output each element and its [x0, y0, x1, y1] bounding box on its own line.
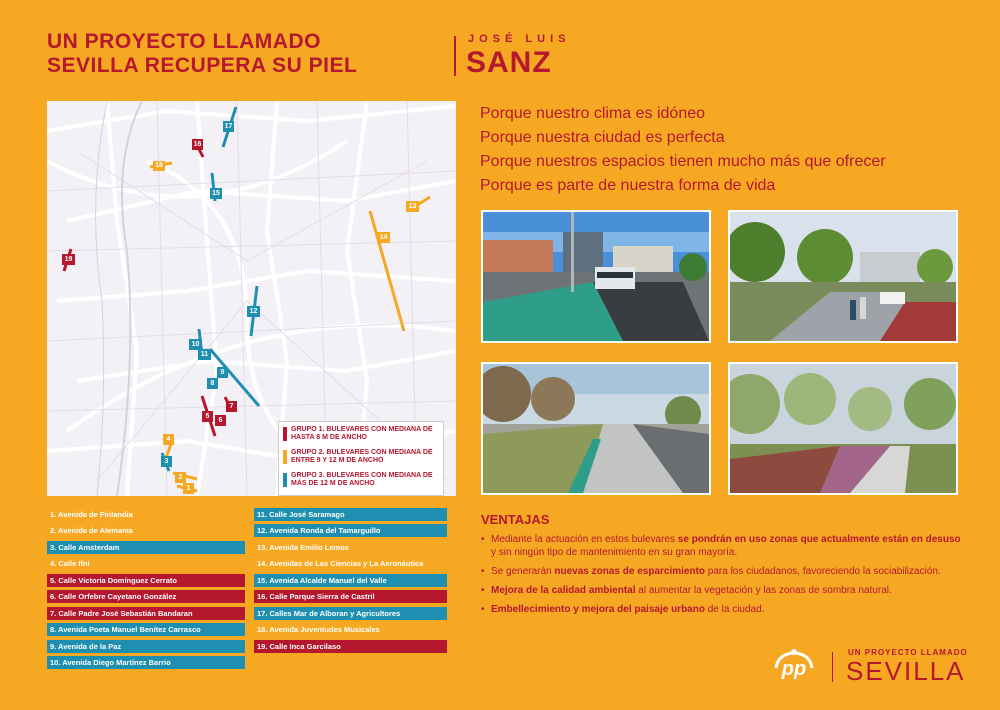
pp-logo — [770, 648, 818, 686]
street-item-19: 19. Calle Inca Garcilaso — [254, 640, 447, 653]
reason-1: Porque nuestro clima es idóneo — [480, 105, 706, 122]
title-line-1: UN PROYECTO LLAMADO — [47, 30, 321, 53]
street-item-6: 6. Calle Orfebre Cayetano González — [47, 590, 245, 603]
legend-swatch-red — [283, 427, 287, 441]
legend-swatch-blue — [283, 473, 287, 487]
author-last-name: SANZ — [466, 46, 552, 79]
ventajas-section — [481, 512, 961, 622]
street-item-7: 7. Calle Padre José Sebastián Bandaran — [47, 607, 245, 620]
map-marker-17: 17 — [224, 123, 233, 130]
map-legend — [278, 421, 444, 496]
project-title — [47, 30, 357, 78]
boulevard-list — [47, 508, 447, 673]
map-marker-10: 10 — [189, 339, 202, 350]
map-marker-12: 12 — [247, 306, 260, 317]
footer-sevilla-logo: SEVILLA — [846, 656, 966, 686]
photo-avenue-current — [481, 362, 711, 495]
street-item-14: 14. Avenidas de Las Ciencias y La Aeronáutica — [254, 557, 447, 570]
ventaja-2-text-a: Se generarán — [491, 566, 555, 577]
legend-label-group-1: GRUPO 1. BULEVARES CON MEDIANA DE HASTA 8 M DE ANCHO — [291, 426, 433, 441]
ventaja-1-text-c: y sin ningún tipo de mantenimiento en su gran mayoría. — [491, 547, 738, 558]
photo-park-boulevard — [728, 210, 958, 343]
street-item-18: 18. Avenida Juventudes Musicales — [254, 623, 447, 636]
ventaja-3-highlight: Mejora de la calidad ambiental — [491, 585, 636, 596]
street-item-4: 4. Calle Ifni — [47, 557, 245, 570]
map-marker-19: 19 — [62, 254, 75, 265]
street-item-3: 3. Calle Amsterdam — [47, 541, 245, 554]
map-marker-18: 18 — [153, 161, 165, 171]
photo-tram-boulevard — [481, 210, 711, 343]
ventaja-3 — [481, 584, 961, 597]
footer-divider — [832, 652, 833, 682]
ventaja-1-text-a: Mediante la actuación en estos bulevares — [491, 534, 678, 545]
map-marker-3: 3 — [161, 456, 172, 467]
street-item-10: 10. Avenida Diego Martínez Barrio — [47, 656, 245, 669]
ventajas-title: VENTAJAS — [481, 512, 550, 527]
ventaja-2-highlight: nuevas zonas de esparcimiento — [554, 566, 706, 577]
street-item-13: 13. Avenida Emilio Lemos — [254, 541, 447, 554]
street-item-1: 1. Avenida de Finlandia — [47, 508, 245, 521]
photo-avenue-proposal — [728, 362, 958, 495]
author-first-name: JOSÉ LUIS — [468, 33, 571, 45]
ventaja-2-text-c: para los ciudadanos, favoreciendo la sociabilización. — [705, 566, 941, 577]
map-marker-13: 13 — [406, 201, 419, 212]
map-marker-11: 11 — [198, 349, 211, 360]
street-item-11: 11. Calle José Saramago — [254, 508, 447, 521]
map-marker-7: 7 — [226, 401, 237, 412]
header-divider — [454, 36, 456, 76]
map-marker-6: 6 — [215, 415, 226, 426]
street-item-9: 9. Avenida de la Paz — [47, 640, 245, 653]
map-marker-16: 16 — [193, 141, 202, 148]
street-item-15: 15. Avenida Alcalde Manuel del Valle — [254, 574, 447, 587]
map-marker-14: 14 — [377, 232, 390, 243]
map-marker-8: 8 — [207, 378, 218, 389]
street-item-12: 12. Avenida Ronda del Tamarguillo — [254, 524, 447, 537]
reason-3: Porque nuestros espacios tienen mucho más que ofrecer — [480, 153, 886, 170]
map-marker-4: 4 — [163, 434, 174, 445]
map-marker-1: 1 — [183, 483, 194, 494]
map-marker-5: 5 — [202, 411, 213, 422]
map-marker-2: 2 — [175, 472, 186, 483]
street-item-8: 8. Avenida Poeta Manuel Benítez Carrasco — [47, 623, 245, 636]
footer-subtitle: UN PROYECTO LLAMADO — [848, 648, 968, 657]
reason-4: Porque es parte de nuestra forma de vida — [480, 177, 776, 194]
street-item-2: 2. Avenida de Alemania — [47, 524, 245, 537]
map-marker-15: 15 — [210, 188, 222, 199]
legend-swatch-orange — [283, 450, 287, 464]
ventaja-4 — [481, 603, 961, 616]
legend-label-group-2: GRUPO 2. BULEVARES CON MEDIANA DE ENTRE 9 Y 12 M DE ANCHO — [291, 449, 433, 464]
street-item-16: 16. Calle Parque Sierra de Castril — [254, 590, 447, 603]
legend-label-group-3: GRUPO 3. BULEVARES CON MEDIANA DE MÁS DE 12 M DE ANCHO — [291, 472, 433, 487]
reason-2: Porque nuestra ciudad es perfecta — [480, 129, 725, 146]
ventaja-3-text-c: al aumentar la vegetación y las zonas de sombra natural. — [635, 585, 892, 596]
street-item-17: 17. Calles Mar de Alboran y Agricultores — [254, 607, 447, 620]
title-line-2: SEVILLA RECUPERA SU PIEL — [47, 54, 358, 77]
ventaja-1-highlight: se pondrán en uso zonas que actualmente están en desuso — [677, 534, 961, 545]
ventaja-2 — [481, 565, 961, 578]
reasons-list — [480, 102, 886, 198]
ventaja-4-text-c: de la ciudad. — [704, 604, 765, 615]
pp-logo-text: pp — [781, 658, 807, 680]
ventaja-4-highlight: Embellecimiento y mejora del paisaje urbano — [491, 604, 705, 615]
street-item-5: 5. Calle Victoria Domínguez Cerrato — [47, 574, 245, 587]
ventaja-1 — [481, 533, 961, 559]
map-marker-9: 9 — [217, 367, 228, 378]
